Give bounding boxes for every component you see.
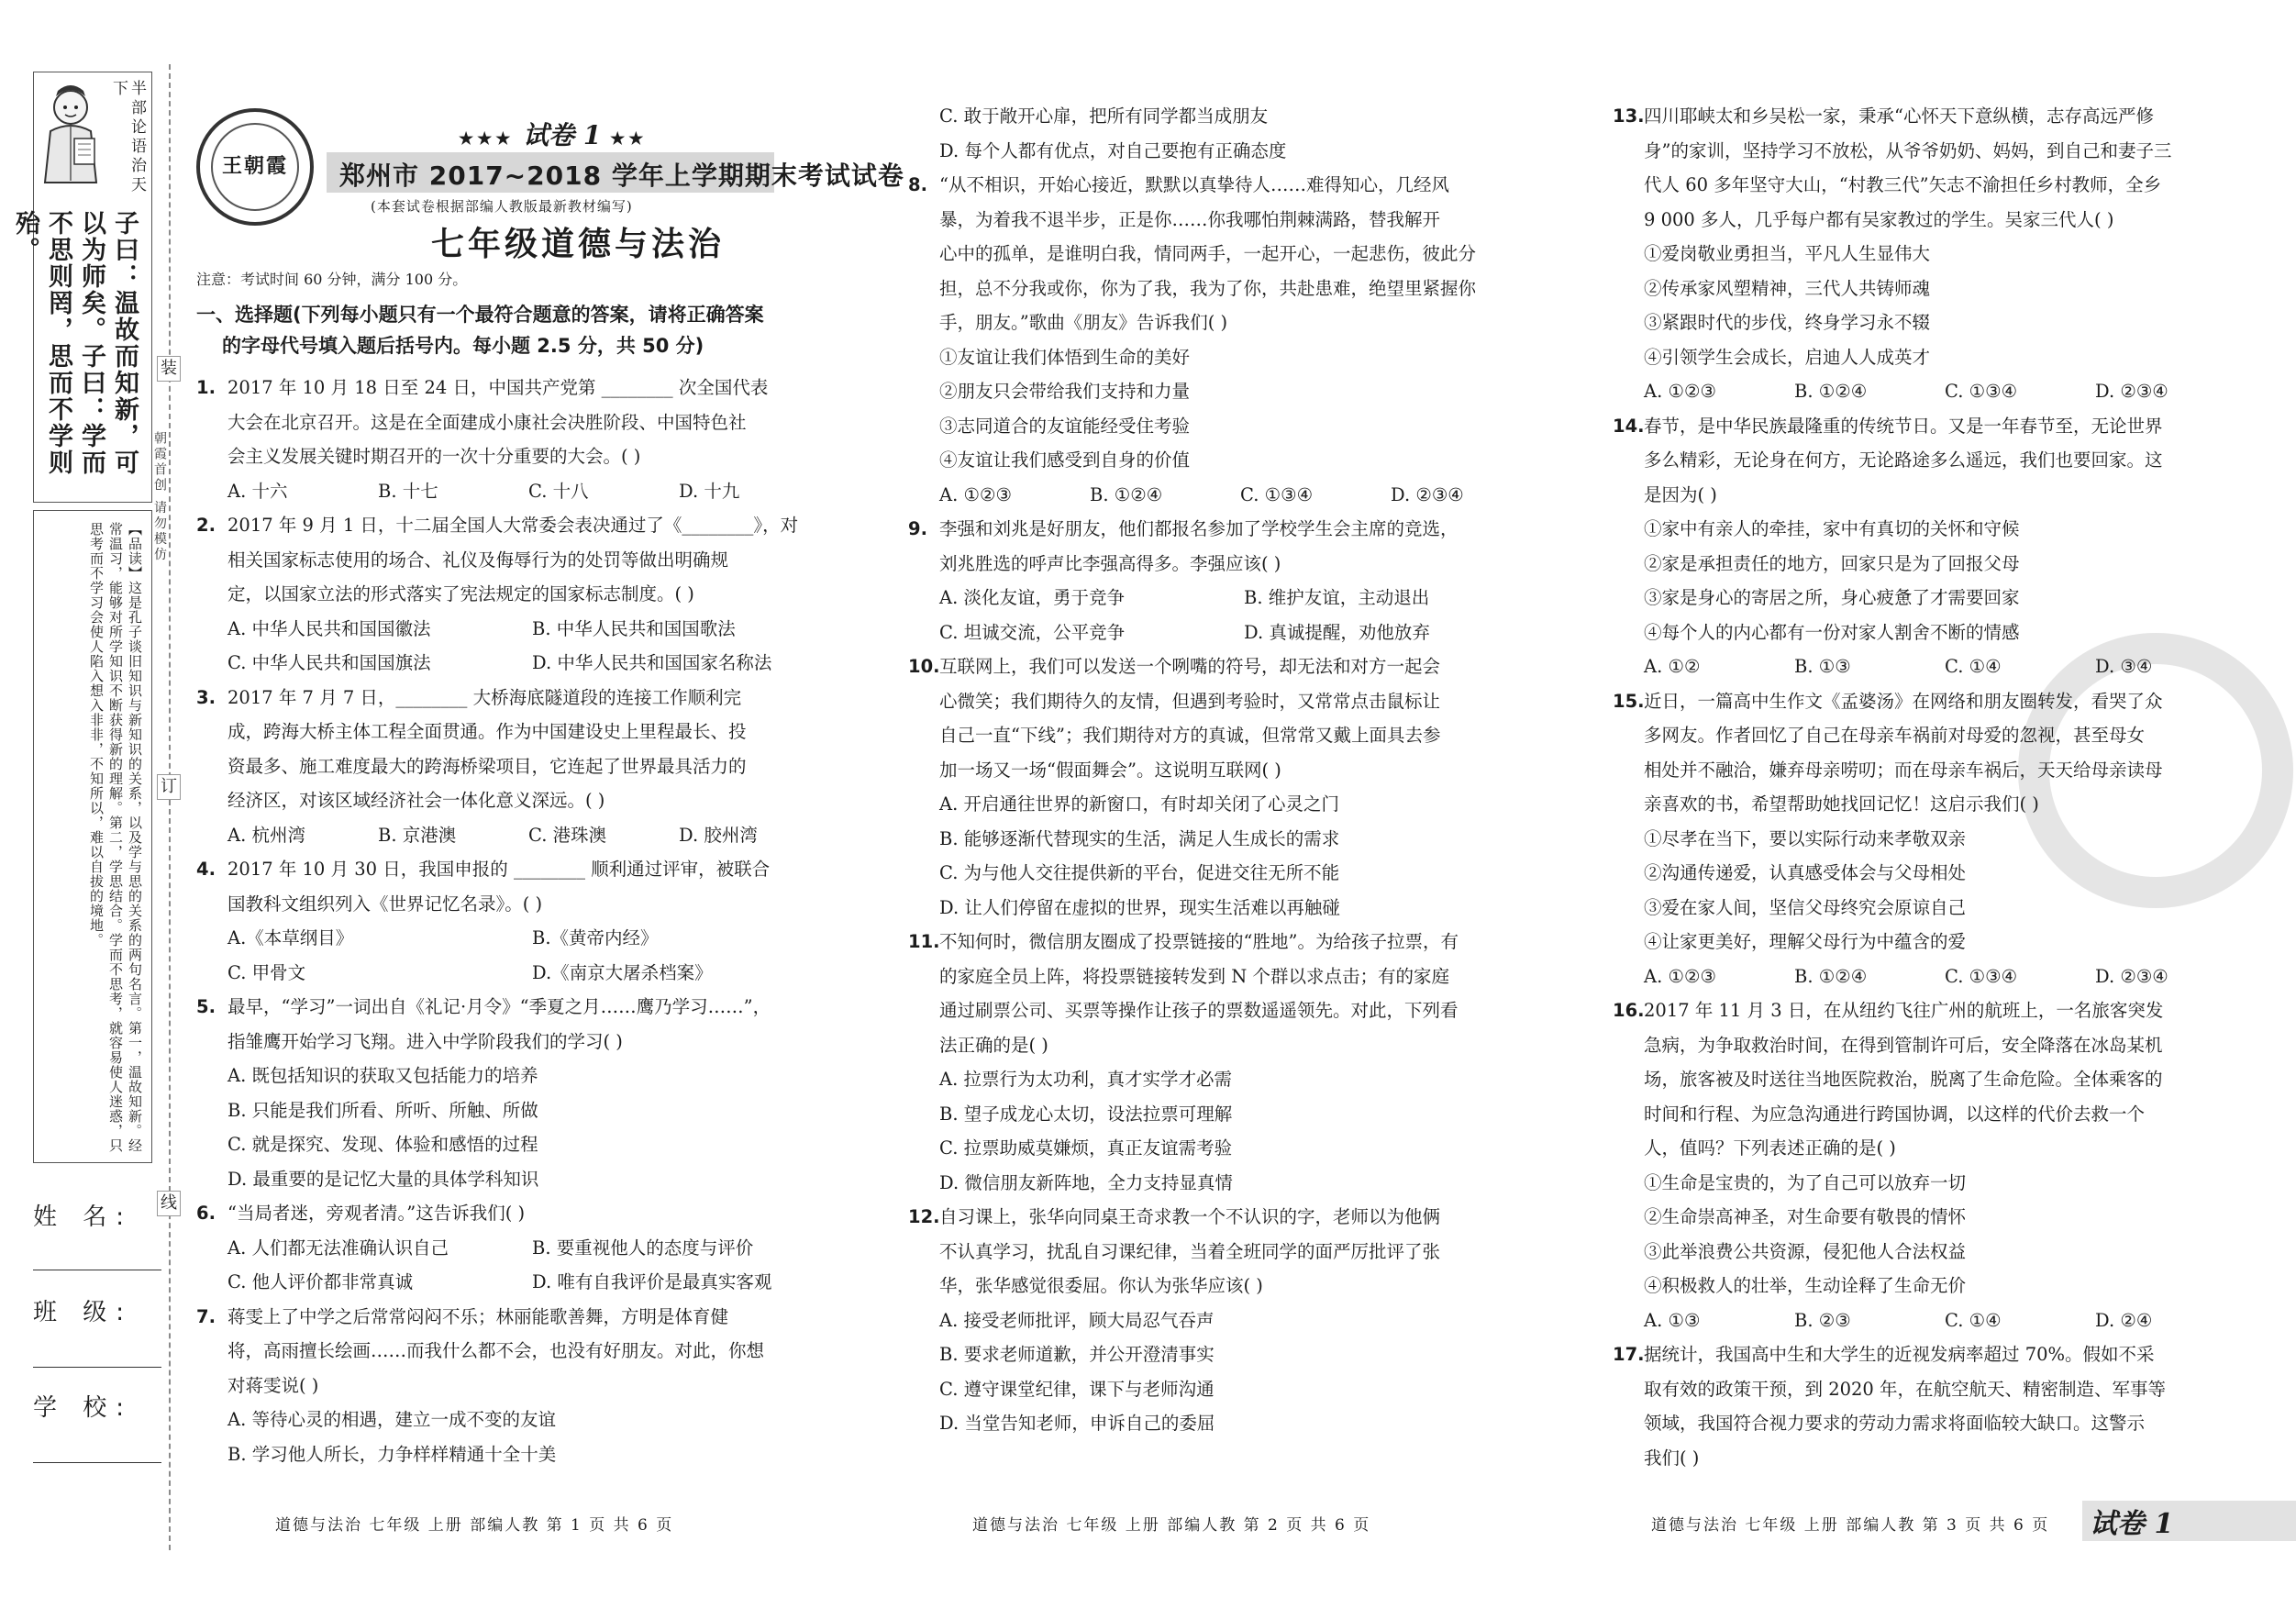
q3-text: 资最多、施工难度最大的跨海桥梁项目，它连起了世界最具活力的 — [227, 755, 747, 777]
option: D. 每个人都有优点，对自己要抱有正确态度 — [939, 139, 1287, 161]
option: C. 拉票助威莫嫌烦，真正友谊需考验 — [939, 1137, 1233, 1159]
q8-text: 手，朋友。”歌曲《朋友》告诉我们( ) — [939, 312, 1228, 333]
cut-mark-ding: 订 — [157, 774, 181, 800]
logo-name: 王朝霞 — [221, 154, 288, 178]
question-10: 10.互联网上，我们可以发送一个咧嘴的符号，却无法和对方一起会 — [908, 656, 1441, 677]
q9-options — [908, 581, 1541, 616]
option: C. 遵守课堂纪律，课下与老师沟通 — [939, 1378, 1215, 1400]
confucius-quote: 子曰：温故而知新，可以为师矣。子曰：学而不思则罔，思而不学则殆。 — [11, 210, 139, 476]
option: C. 十八 — [528, 480, 589, 502]
q3-text: 经济区，对该区域经济社会一体化意义深远。( ) — [227, 790, 605, 811]
school-label: 学 校: — [33, 1394, 134, 1422]
q5-text: 指雏鹰开始学习飞翔。进入中学阶段我们的学习( ) — [227, 1030, 623, 1052]
q4-text: 国教科文组织列入《世界记忆名录》。( ) — [227, 893, 543, 915]
option: B. ①②④ — [1794, 965, 1868, 987]
paper-label: ★★★ 试卷 1 ★★ — [459, 120, 648, 150]
statement-item: ④积极救人的壮举，生动诠释了生命无价 — [1644, 1275, 1967, 1296]
option: A. 淡化友谊，勇于竞争 — [939, 587, 1125, 608]
banxuan-text: 半部论语治天下 — [109, 80, 146, 195]
question-6: 6. “当局者迷，旁观者清。”这告诉我们( ) — [196, 1203, 526, 1224]
option: C. 就是探究、发现、体验和感悟的过程 — [227, 1134, 538, 1155]
q13-text: 9 000 多人，几乎每户都有吴家教过的学生。吴家三代人( ) — [1644, 208, 2114, 230]
option: A. 接受老师批评，顾大局忍气吞声 — [939, 1309, 1215, 1331]
q9-options — [908, 616, 1541, 650]
statement-item: ①家中有亲人的牵挂，家中有真切的关怀和守候 — [1644, 518, 2020, 539]
option: B. 学习他人所长，力争样样精通十全十美 — [227, 1443, 557, 1465]
option: A. 杭州湾 — [227, 824, 305, 846]
q1-options — [196, 474, 829, 509]
question-16: 16.2017 年 11 月 3 日，在从纽约飞往广州的航班上，一名旅客突发 — [1613, 1000, 2164, 1021]
question-15: 15.近日，一篇高中生作文《孟婆汤》在网络和朋友圈转发，看哭了众 — [1613, 690, 2163, 712]
pindu-text: 【品读】这是孔子谈旧知识与新知识的关系，以及学与思的关系的两句名言。第一，温故知新。经常温习，能够对所学知识不断获得新的理解。第二，学思结合。学而不思考，就容易使人迷惑，只思考而不学习会使人陷入想入非非，不知所以，难以自拔的境地。 — [88, 522, 143, 1153]
option: A. ①② — [1644, 656, 1701, 677]
q12-text: 不认真学习，扰乱自习课纪律，当着全班同学的面严厉批评了张 — [939, 1240, 1441, 1262]
q8-text: 暴，为着我不退半步，正是你……你我哪怕荆棘满路，替我解开 — [939, 208, 1441, 230]
option: A. ①③ — [1644, 1309, 1701, 1331]
section-title: 一、选择题(下列每小题只有一个最符合题意的答案，请将正确答案 的字母代号填入题后括号内。每小题 2.5 分，共 50 分) — [196, 304, 764, 357]
q10-text: 心微笑；我们期待久的友情，但遇到考验时，又常常点击鼠标让 — [939, 690, 1441, 712]
q14-text: 多么精彩，无论身在何方，无论路途多么遥远，我们也要回家。这 — [1644, 449, 2163, 471]
question-9: 9. 李强和刘兆是好朋友，他们都报名参加了学校学生会主席的竞选， — [908, 518, 1459, 539]
option: B. 十七 — [378, 480, 438, 502]
q16-text: 人，值吗？下列表述正确的是( ) — [1644, 1137, 1896, 1159]
q10-text: 自己一直“下线”；我们期待对方的真诚，但常常又戴上面具去参 — [939, 725, 1441, 746]
statement-item: ②家是承担责任的地方，回家只是为了回报父母 — [1644, 552, 2020, 574]
option: D. 中华人民共和国国家名称法 — [532, 652, 772, 673]
q3-text: 成，跨海大桥主体工程全面贯通。作为中国建设史上里程最长、投 — [227, 721, 747, 742]
option: B. ①③ — [1794, 656, 1851, 677]
q7-text: 对蒋雯说( ) — [227, 1374, 319, 1396]
q12-text: 华，张华感觉很委屈。你认为张华应该( ) — [939, 1275, 1263, 1296]
option: D.《南京大屠杀档案》 — [532, 961, 713, 983]
question-2: 2. 2017 年 9 月 1 日，十二届全国人大常委会表决通过了《________》，对 — [196, 515, 799, 536]
option: A. 人们都无法准确认识自己 — [227, 1237, 449, 1259]
statement-item: ④引领学生会成长，启迪人人成英才 — [1644, 346, 1931, 368]
option: B. ①②④ — [1090, 483, 1163, 505]
copyright-note: 朝霞首创 请勿模仿 — [152, 431, 167, 563]
option: D. 真诚提醒，劝他放弃 — [1244, 621, 1430, 643]
q13-text: 代人 60 多年坚守大山，“村教三代”矢志不渝担任乡村教师，全乡 — [1644, 174, 2162, 195]
column-3 — [1613, 99, 2246, 1475]
option: D. ②④ — [2095, 1309, 2153, 1331]
option: D. ②③④ — [2095, 965, 2168, 987]
q15-text: 相处并不融洽，嫌弃母亲唠叨；而在母亲车祸后，天天给母亲读母 — [1644, 759, 2163, 781]
option: B. 望子成龙心太切，设法拉票可理解 — [939, 1103, 1233, 1125]
option: C. 甲骨文 — [227, 961, 306, 983]
q14-options — [1613, 649, 2246, 684]
statement-item: ③志同道合的友谊能经受住考验 — [939, 415, 1191, 437]
scholar-mascot-icon — [38, 80, 111, 190]
option: B. 要重视他人的态度与评价 — [532, 1237, 754, 1259]
option: A. ①②③ — [1644, 381, 1716, 402]
question-14: 14.春节，是中华民族最隆重的传统节日。又是一年春节至，无论世界 — [1613, 415, 2163, 437]
name-label: 姓 名: — [33, 1203, 134, 1231]
option: B. ②③ — [1794, 1309, 1851, 1331]
q2-text: 定，以国家立法的形式落实了宪法规定的国家标志制度。( ) — [227, 583, 694, 604]
option: D. 胶州湾 — [679, 824, 758, 846]
option: B. 只能是我们所看、所听、所触、所做 — [227, 1099, 538, 1121]
option: C. 敢于敞开心扉，把所有同学都当成朋友 — [939, 105, 1269, 127]
motto-box — [11, 72, 152, 503]
statement-item: ④让家更美好，理解父母行为中蕴含的爱 — [1644, 931, 1967, 952]
q17-text: 我们( ) — [1644, 1447, 1700, 1469]
footer-page-2: 道德与法治 七年级 上册 部编人教 第 2 页 共 6 页 — [972, 1516, 1371, 1535]
option: B. 维护友谊，主动退出 — [1244, 587, 1430, 608]
class-label: 班 级: — [33, 1299, 134, 1326]
footer-page-1: 道德与法治 七年级 上册 部编人教 第 1 页 共 6 页 — [275, 1516, 674, 1535]
statement-item: ③紧跟时代的步伐，终身学习永不辍 — [1644, 312, 1931, 333]
exam-note: (本套试卷根据部编人教版最新教材编写) — [371, 198, 633, 215]
footer-page-3: 道德与法治 七年级 上册 部编人教 第 3 页 共 6 页 — [1651, 1516, 2050, 1535]
option: C. 港珠澳 — [528, 824, 607, 846]
pindu-box — [33, 510, 152, 1163]
question-13: 13.四川耶峡太和乡吴松一家，秉承“心怀天下意纵横，志存高远严修 — [1613, 105, 2154, 127]
q4-options — [196, 956, 829, 991]
option: C. ①③④ — [1240, 483, 1314, 505]
option: C. ①③④ — [1945, 381, 2018, 402]
option: B. ①②④ — [1794, 381, 1868, 402]
question-17: 17.据统计，我国高中生和大学生的近视发病率超过 70%。假如不采 — [1613, 1344, 2155, 1365]
q3-options — [196, 818, 829, 853]
statement-item: ②沟通传递爱，认真感受体会与父母相处 — [1644, 862, 1967, 883]
question-7: 7. 蒋雯上了中学之后常常闷闷不乐；林丽能歌善舞，方明是体育健 — [196, 1305, 729, 1327]
q11-text: 的家庭全员上阵，将投票链接转发到 N 个群以求点击；有的家庭 — [939, 965, 1449, 987]
option: B. 要求老师道歉，并公开澄清事实 — [939, 1344, 1215, 1365]
statement-item: ③爱在家人间，坚信父母终究会原谅自己 — [1644, 896, 1967, 918]
option: D. 十九 — [679, 480, 740, 502]
column-2 — [908, 99, 1541, 1441]
q16-options — [1613, 1303, 2246, 1338]
option: A. ①②③ — [1644, 965, 1716, 987]
q2-text: 相关国家标志使用的场合、礼仪及侮辱行为的处罚等做出明确规 — [227, 549, 729, 571]
question-1: 1. 2017 年 10 月 18 日至 24 日，中国共产党第 ________ 次全国代表 — [196, 377, 769, 398]
column-1 — [196, 371, 829, 1471]
q15-options — [1613, 959, 2246, 994]
option: A. ①②③ — [939, 483, 1012, 505]
option: B.《黄帝内经》 — [532, 927, 659, 948]
option: C. 为与他人交往提供新的平台，促进交往无所不能 — [939, 862, 1340, 883]
q1-text: 会主义发展关键时期召开的一次十分重要的大会。( ) — [227, 446, 641, 467]
option: C. ①③④ — [1945, 965, 2018, 987]
statement-item: ①尽孝在当下，要以实际行动来孝敬双亲 — [1644, 827, 1967, 849]
option: C. 中华人民共和国国旗法 — [227, 652, 431, 673]
statement-item: ③此举浪费公共资源，侵犯他人合法权益 — [1644, 1240, 1967, 1262]
q17-text: 领域，我国符合视力要求的劳动力需求将面临较大缺口。这警示 — [1644, 1413, 2146, 1434]
option: D. ③④ — [2095, 656, 2153, 677]
q4-options — [196, 921, 829, 956]
cut-line — [169, 64, 171, 1550]
q9-text: 刘兆胜选的呼声比李强高得多。李强应该( ) — [939, 552, 1281, 574]
question-3: 3. 2017 年 7 月 7 日，________ 大桥海底隧道段的连接工作顺利完 — [196, 686, 742, 708]
option: D. 微信朋友新阵地，全力支持显真情 — [939, 1171, 1233, 1193]
option: D. 当堂告知老师，申诉自己的委屈 — [939, 1413, 1215, 1434]
question-5: 5. 最早，“学习”一词出自《礼记·月令》“季夏之月……鹰乃学习……”， — [196, 996, 771, 1017]
q16-text: 时间和行程、为应急沟通进行跨国协调，以这样的代价去救一个 — [1644, 1103, 2146, 1125]
option: C. ①④ — [1945, 656, 2002, 677]
q8-text: 心中的孤单，是谁明白我，情同两手，一起开心，一起悲伤，彼此分 — [939, 243, 1477, 264]
statement-item: ①爱岗敬业勇担当，平凡人生显伟大 — [1644, 243, 1931, 264]
q17-text: 取有效的政策干预，到 2020 年，在航空航天、精密制造、军事等 — [1644, 1378, 2167, 1400]
q16-text: 急病，为争取救治时间，在得到管制许可后，安全降落在冰岛某机 — [1644, 1034, 2163, 1056]
cut-mark-zhuang: 装 — [157, 356, 181, 382]
option: C. 他人评价都非常真诚 — [227, 1271, 414, 1292]
time-note: 注意：考试时间 60 分钟，满分 100 分。 — [196, 271, 468, 288]
q15-text: 亲喜欢的书，希望帮助她找回记忆！这启示我们( ) — [1644, 793, 2039, 815]
statement-item: ④每个人的内心都有一份对家人割舍不断的情感 — [1644, 621, 2020, 643]
class-field[interactable] — [33, 1367, 161, 1368]
q8-text: 担，总不分我或你，你为了我，我为了你，共赴患难，绝望里紧握你 — [939, 277, 1477, 299]
option: A. 中华人民共和国国徽法 — [227, 617, 431, 639]
question-12: 12.自习课上，张华向同桌王奇求教一个不认识的字，老师以为他俩 — [908, 1206, 1441, 1227]
option: D. 唯有自我评价是最真实客观 — [532, 1271, 772, 1292]
q14-text: 是因为( ) — [1644, 483, 1717, 505]
q11-text: 通过刷票公司、买票等操作让孩子的票数遥遥领先。对此，下列看 — [939, 1000, 1459, 1021]
statement-item: ②传承家风塑精神，三代人共铸师魂 — [1644, 277, 1931, 299]
option: B. 京港澳 — [378, 824, 457, 846]
option: A.《本草纲目》 — [227, 927, 354, 948]
q13-text: 身”的家训，坚持学习不放松，从爷爷奶奶、妈妈，到自己和妻子三 — [1644, 139, 2172, 161]
q7-text: 将，高雨擅长绘画……而我什么都不会，也没有好朋友。对此，你想 — [227, 1340, 765, 1361]
statement-item: ③家是身心的寄居之所，身心疲惫了才需要回家 — [1644, 587, 2020, 608]
statement-item: ①生命是宝贵的，为了自己可以放弃一切 — [1644, 1171, 1967, 1193]
option: B. 中华人民共和国国歌法 — [532, 617, 736, 639]
option: C. ①④ — [1945, 1309, 2002, 1331]
option: D. ②③④ — [2095, 381, 2168, 402]
q13-options — [1613, 374, 2246, 409]
q15-text: 多网友。作者回忆了自己在母亲车祸前对母爱的忽视，甚至母女 — [1644, 725, 2146, 746]
option: A. 拉票行为太功利，真才实学才必需 — [939, 1069, 1232, 1090]
exam-title: 郑州市 2017~2018 学年上学期期末考试试卷 — [339, 161, 904, 191]
option: D. ②③④ — [1391, 483, 1464, 505]
statement-item: ①友谊让我们体悟到生命的美好 — [939, 346, 1191, 368]
subject-title: 七年级道德与法治 — [431, 226, 726, 263]
statement-item: ②生命崇高神圣，对生命要有敬畏的情怀 — [1644, 1206, 1967, 1227]
q2-options — [196, 612, 829, 647]
option: D. 让人们停留在虚拟的世界，现实生活难以再触碰 — [939, 896, 1340, 918]
q10-text: 加一场又一场“假面舞会”。这说明互联网( ) — [939, 759, 1281, 781]
q2-options — [196, 646, 829, 681]
option: A. 开启通往世界的新窗口，有时却关闭了心灵之门 — [939, 793, 1339, 815]
option: A. 既包括知识的获取又包括能力的培养 — [227, 1065, 538, 1086]
paper-tag: 试卷 1 — [2090, 1508, 2174, 1540]
option: D. 最重要的是记忆大量的具体学科知识 — [227, 1168, 539, 1190]
q6-options — [196, 1231, 829, 1266]
binding-margin — [0, 0, 183, 1597]
question-8: 8. “从不相识，开始心接近，默默以真挚待人……难得知心，几经风 — [908, 174, 1449, 195]
q11-text: 法正确的是( ) — [939, 1034, 1048, 1056]
option: A. 十六 — [227, 480, 288, 502]
statement-item: ④友谊让我们感受到自身的价值 — [939, 449, 1191, 471]
statement-item: ②朋友只会带给我们支持和力量 — [939, 381, 1191, 402]
option: C. 坦诚交流，公平竞争 — [939, 621, 1126, 643]
question-11: 11.不知何时，微信朋友圈成了投票链接的“胜地”。为给孩子拉票，有 — [908, 931, 1459, 952]
q16-text: 场，旅客被及时送往当地医院救治，脱离了生命危险。全体乘客的 — [1644, 1069, 2163, 1090]
q6-options — [196, 1265, 829, 1300]
cut-mark-xian: 线 — [157, 1191, 181, 1216]
q1-text: 大会在北京召开。这是在全面建成小康社会决胜阶段、中国特色社 — [227, 411, 747, 433]
q8-options — [908, 478, 1541, 513]
option: A. 等待心灵的相遇，建立一成不变的友谊 — [227, 1409, 556, 1430]
option: B. 能够逐渐代替现实的生活，满足人生成长的需求 — [939, 827, 1340, 849]
publisher-logo — [196, 108, 314, 226]
question-4: 4. 2017 年 10 月 30 日，我国申报的 ________ 顺利通过评审，被联合 — [196, 859, 771, 880]
school-field[interactable] — [33, 1462, 161, 1463]
